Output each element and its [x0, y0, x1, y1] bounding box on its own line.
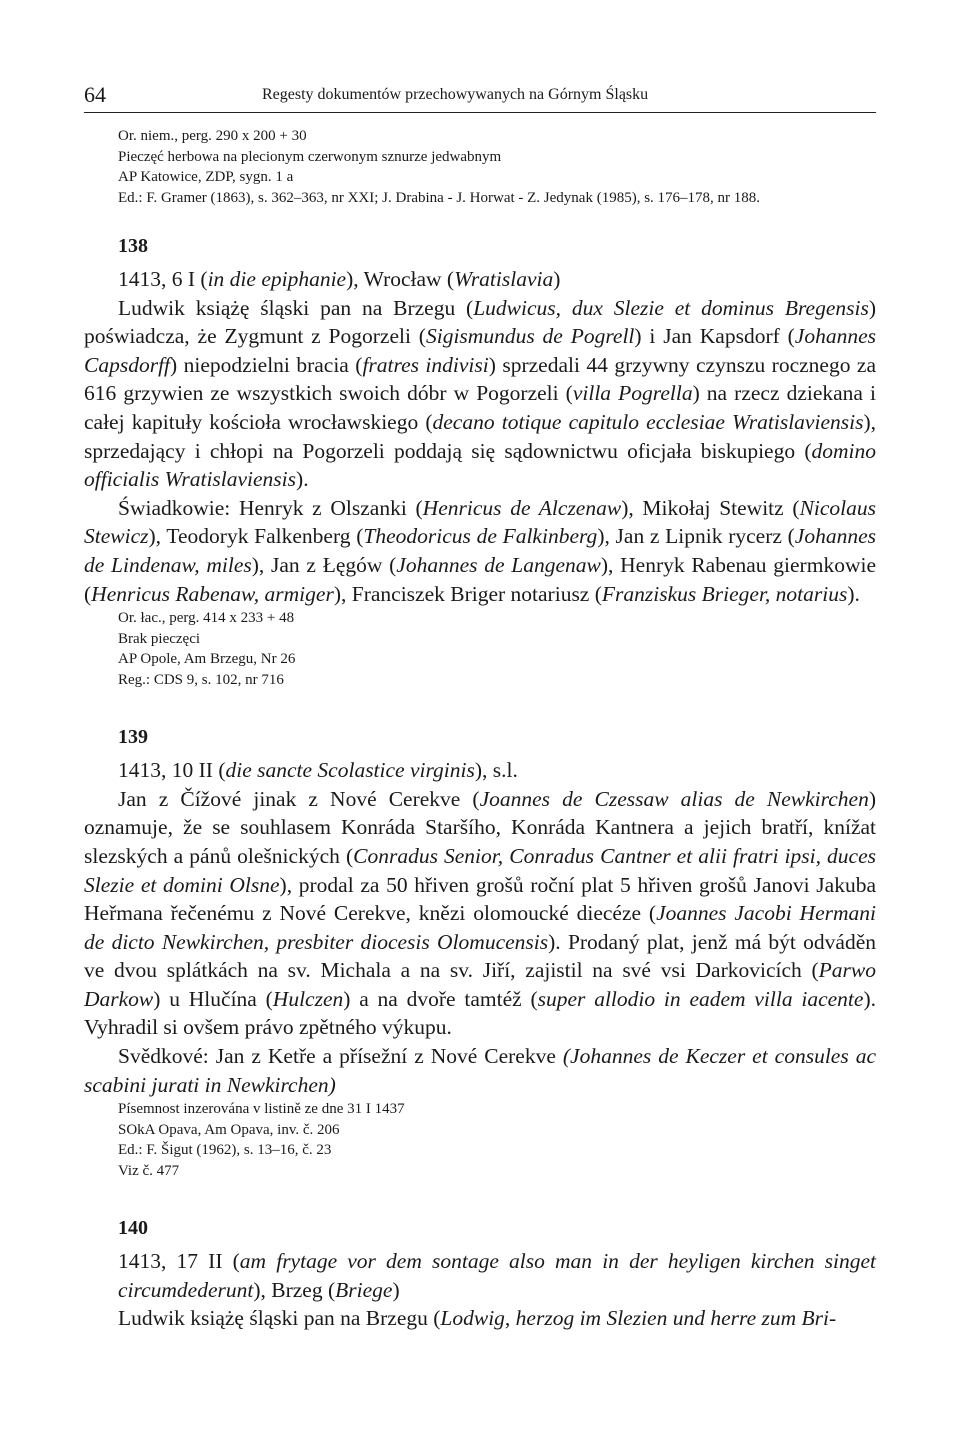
note-line: AP Katowice, ZDP, sygn. 1 a: [118, 169, 294, 185]
entry-summary: Ludwik książę śląski pan na Brzegu (Lodwig, herzog im Slezien und herre zum Bri-: [118, 1306, 837, 1331]
entry-date-line: 1413, 10 II (die sancte Scolastice virginis), s.l.: [118, 758, 518, 783]
entry-summary: Jan z Čížové jinak z Nové Cerekve (Joannes de Czessaw alias de Newkirchen) oznamuje, že se souhlasem Konráda Staršího, Konráda Kantnera a jejich bratří, knížat slezských a pánů olešnických (Conradus Senior, Conradus Cantner et alii fratri ipsi, duces Slezie et domini Olsne), prodal za 50 hřiven grošů roční plat 5 hřiven grošů Janovi Jakuba Heřmana řečenému z Nové Cerekve, knězi olomoucké diecéze (Joannes Jacobi Hermani de dicto Newkirchen, presbiter diocesis Olomucensis). Prodaný plat, jenž má být odváděn ve dvou splátkách na sv. Michala a na sv. Jiří, zajistil na své vsi Darkovicích (Parwo Darkow) u Hlučína (Hulczen) a na dvoře tamtéž (super allodio in eadem villa iacente). Vyhradil si ovšem právo zpětného výkupu.: [84, 786, 876, 1040]
note-line: Viz č. 477: [118, 1162, 180, 1179]
entry-witnesses: Svědkové: Jan z Ketře a přísežní z Nové Cerekve (Johannes de Keczer et consules ac scabini jurati in Newkirchen): [84, 1044, 876, 1097]
entry-138: [84, 233, 876, 690]
running-head: Regesty dokumentów przechowywanych na Górnym Śląsku: [262, 86, 649, 103]
note-line: Or. niem., perg. 290 x 200 + 30: [118, 128, 307, 144]
entry-number: 138: [118, 235, 148, 257]
note-line: Ed.: F. Gramer (1863), s. 362–363, nr XXI; J. Drabina - J. Horwat - Z. Jedynak (1985), s. 176–178, nr 188.: [118, 189, 761, 206]
entry-date-line: 1413, 6 I (in die epiphanie), Wrocław (Wratislavia): [118, 267, 561, 291]
note-line: Or. łac., perg. 414 x 233 + 48: [118, 610, 295, 627]
note-line: Pieczęć herbowa na plecionym czerwonym sznurze jedwabnym: [118, 148, 502, 165]
note-line: Brak pieczęci: [118, 630, 201, 647]
document-page: [84, 76, 876, 1333]
entry-139: [84, 724, 876, 1181]
entry-summary: Ludwik książę śląski pan na Brzegu (Ludwicus, dux Slezie et dominus Bregensis) poświadcza, że Zygmunt z Pogorzeli (Sigismundus de Pogrell) i Jan Kapsdorf (Johannes Capsdorff) niepodzielni bracia (fratres indivisi) sprzedali 44 grzywny czynszu rocznego za 616 grzywien ze wszystkich swoich dóbr w Pogorzeli (villa Pogrella) na rzecz dziekana i całej kapituły kościoła wrocławskiego (decano totique capitulo ecclesiae Wratislaviensis), sprzedający i chłopi na Pogorzeli poddają się sądownictwu oficjała biskupiego (domino officialis Wratislaviensis).: [84, 295, 877, 492]
note-line: Reg.: CDS 9, s. 102, nr 716: [118, 671, 284, 688]
note-line: SOkA Opava, Am Opava, inv. č. 206: [118, 1121, 340, 1138]
entry-140: [84, 1215, 876, 1333]
entry-number: 140: [118, 1217, 148, 1240]
note-line: AP Opole, Am Brzegu, Nr 26: [118, 651, 296, 668]
entry-number: 139: [118, 726, 148, 749]
prev-entry-notes: [84, 126, 876, 208]
note-line: Písemnost inzerována v listině ze dne 31 I 1437: [118, 1101, 405, 1118]
entry-witnesses: Świadkowie: Henryk z Olszanki (Henricus de Alczenaw), Mikołaj Stewitz (Nicolaus Stewicz), Teodoryk Falkenberg (Theodoricus de Falkinberg), Jan z Lipnik rycerz (Johannes de Lindenaw, miles), Jan z Łęgów (Johannes de Langenaw), Henryk Rabenau giermkowie (Henricus Rabenaw, armiger), Franciszek Briger notariusz (Franziskus Brieger, notarius).: [84, 495, 877, 606]
entry-date-line: 1413, 17 II (am frytage vor dem sontage also man in der heyligen kirchen singet circumdederunt), Brzeg (Briege): [118, 1249, 877, 1302]
page-header: [84, 76, 876, 113]
note-line: Ed.: F. Šigut (1962), s. 13–16, č. 23: [118, 1142, 332, 1159]
page-number: 64: [84, 82, 106, 107]
